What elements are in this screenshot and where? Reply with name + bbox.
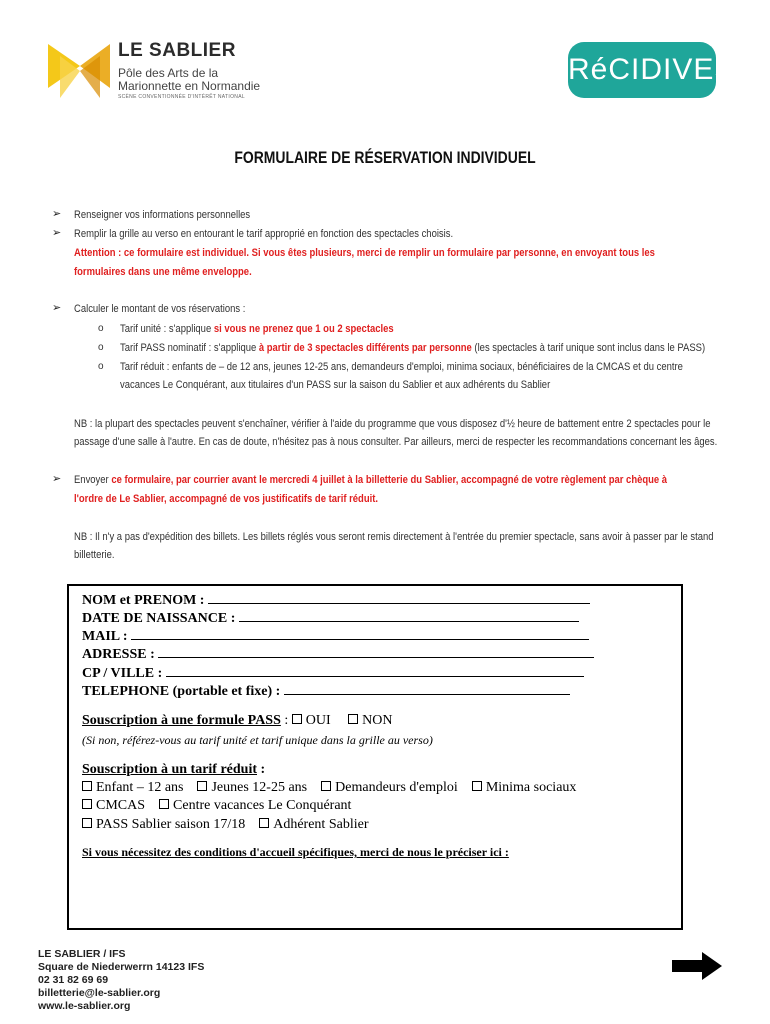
field-date[interactable]: DATE DE NAISSANCE : xyxy=(82,609,579,627)
circle-bullet-icon: o xyxy=(98,342,104,353)
checkbox-minima[interactable] xyxy=(472,781,482,791)
checkbox-cmcas[interactable] xyxy=(82,799,92,809)
checkbox-pass-sablier[interactable] xyxy=(82,818,92,828)
envoyer-line-1: Envoyer ce formulaire, par courrier avant le mercredi 4 juillet à la billetterie du Sablier, accompagné de votre règlement par chèque à xyxy=(74,474,668,486)
arrow-bullet-icon: ➢ xyxy=(52,473,62,485)
envoyer-line-2: l'ordre de Le Sablier, accompagné de vos justificatifs de tarif réduit. xyxy=(74,493,379,505)
attention-line-2: formulaires dans une même enveloppe. xyxy=(74,266,252,278)
arrow-bullet-icon: ➢ xyxy=(52,208,62,220)
footer-website[interactable]: www.le-sablier.org xyxy=(38,1000,131,1012)
nom-line xyxy=(208,591,590,604)
tel-line xyxy=(284,682,570,695)
nb-2-line-1: NB : Il n'y a pas d'expédition des billets. Les billets réglés vous seront remis directement à l'entrée du premier spectacle, sans avoir à passer par le stand xyxy=(74,531,714,543)
nb-2-line-2: billetterie. xyxy=(74,549,115,561)
instruction-2: Remplir la grille au verso en entourant le tarif approprié en fonction des spectacles choisis. xyxy=(74,228,454,240)
pass-row: Souscription à une formule PASS : OUI NON xyxy=(82,713,393,728)
sablier-subtitle-1: Pôle des Arts de la xyxy=(118,66,219,80)
checkbox-adherent[interactable] xyxy=(259,818,269,828)
accueil-area[interactable] xyxy=(82,866,672,924)
field-adresse[interactable]: ADRESSE : xyxy=(82,645,594,663)
checkbox-centre[interactable] xyxy=(159,799,169,809)
field-nom[interactable]: NOM et PRENOM : xyxy=(82,591,590,609)
checkbox-demandeurs[interactable] xyxy=(321,781,331,791)
checkbox-oui[interactable] xyxy=(292,714,302,724)
tarif-reduit-1: Tarif réduit : enfants de – de 12 ans, jeunes 12-25 ans, demandeurs d'emploi, minima sociaux, bénéficiaires de la CMCAS et du centre xyxy=(120,361,683,373)
checkbox-enfant[interactable] xyxy=(82,781,92,791)
tarif-pass: Tarif PASS nominatif : s'applique à partir de 3 spectacles différents par personne (les spectacles à tarif unique sont inclus dans le PASS) xyxy=(120,342,706,354)
mail-line xyxy=(131,627,589,640)
arrow-bullet-icon: ➢ xyxy=(52,302,62,314)
circle-bullet-icon: o xyxy=(98,323,104,334)
adresse-line xyxy=(158,645,594,658)
field-cp-ville[interactable]: CP / VILLE : xyxy=(82,664,584,682)
nb-1-line-2: passage d'une salle à l'autre. En cas de doute, n'hésitez pas à nous consulter. Par ailleurs, merci de respecter les recommandations concernant les âges. xyxy=(74,436,718,448)
arrow-bullet-icon: ➢ xyxy=(52,227,62,239)
recidives-logo: RéCIDIVES xyxy=(568,42,716,98)
circle-bullet-icon: o xyxy=(98,361,104,372)
next-page-arrow-icon[interactable] xyxy=(670,950,724,982)
footer-line-2: Square de Niederwerrn 14123 IFS xyxy=(38,961,205,973)
sablier-subtitle-2: Marionnette en Normandie xyxy=(118,79,261,93)
instruction-3: Calculer le montant de vos réservations : xyxy=(74,303,246,315)
date-line xyxy=(239,609,579,622)
instruction-1: Renseigner vos informations personnelles xyxy=(74,209,251,221)
checkbox-non[interactable] xyxy=(348,714,358,724)
accueil-label: Si vous nécessitez des conditions d'accueil spécifiques, merci de nous le préciser ici : xyxy=(82,845,509,859)
nb-1-line-1: NB : la plupart des spectacles peuvent s'enchaîner, vérifier à l'aide du programme que vous disposez d'½ heure de battement entre 2 spectacles pour le xyxy=(74,418,711,430)
reduit-row-2: CMCAS Centre vacances Le Conquérant xyxy=(82,798,351,814)
pass-note: (Si non, référez-vous au tarif unité et tarif unique dans la grille au verso) xyxy=(82,733,433,747)
cp-line xyxy=(166,664,584,677)
footer-line-1: LE SABLIER / IFS xyxy=(38,948,126,960)
sablier-name: LE SABLIER xyxy=(118,40,236,61)
sablier-subtitle-3: SCÈNE CONVENTIONNÉE D'INTÉRÊT NATIONAL xyxy=(118,94,245,100)
reduit-row-1: Enfant – 12 ans Jeunes 12-25 ans Demandeurs d'emploi Minima sociaux xyxy=(82,780,576,796)
field-telephone[interactable]: TELEPHONE (portable et fixe) : xyxy=(82,682,570,700)
reduit-row-3: PASS Sablier saison 17/18 Adhérent Sablier xyxy=(82,817,368,833)
attention-line-1: Attention : ce formulaire est individuel. Si vous êtes plusieurs, merci de remplir un formulaire par personne, en envoyant tous les xyxy=(74,247,655,259)
tarif-unite: Tarif unité : s'applique si vous ne prenez que 1 ou 2 spectacles xyxy=(120,323,394,335)
footer-line-3: 02 31 82 69 69 xyxy=(38,974,109,986)
tarif-reduit-2: vacances Le Conquérant, aux titulaires d'un PASS sur la saison du Sablier et aux adhérents du Sablier xyxy=(120,379,551,391)
checkbox-jeunes[interactable] xyxy=(197,781,207,791)
reduit-title: Souscription à un tarif réduit : xyxy=(82,762,266,777)
footer-email[interactable]: billetterie@le-sablier.org xyxy=(38,987,161,999)
field-mail[interactable]: MAIL : xyxy=(82,627,589,645)
page-title: FORMULAIRE DE RÉSERVATION INDIVIDUEL xyxy=(234,148,536,167)
